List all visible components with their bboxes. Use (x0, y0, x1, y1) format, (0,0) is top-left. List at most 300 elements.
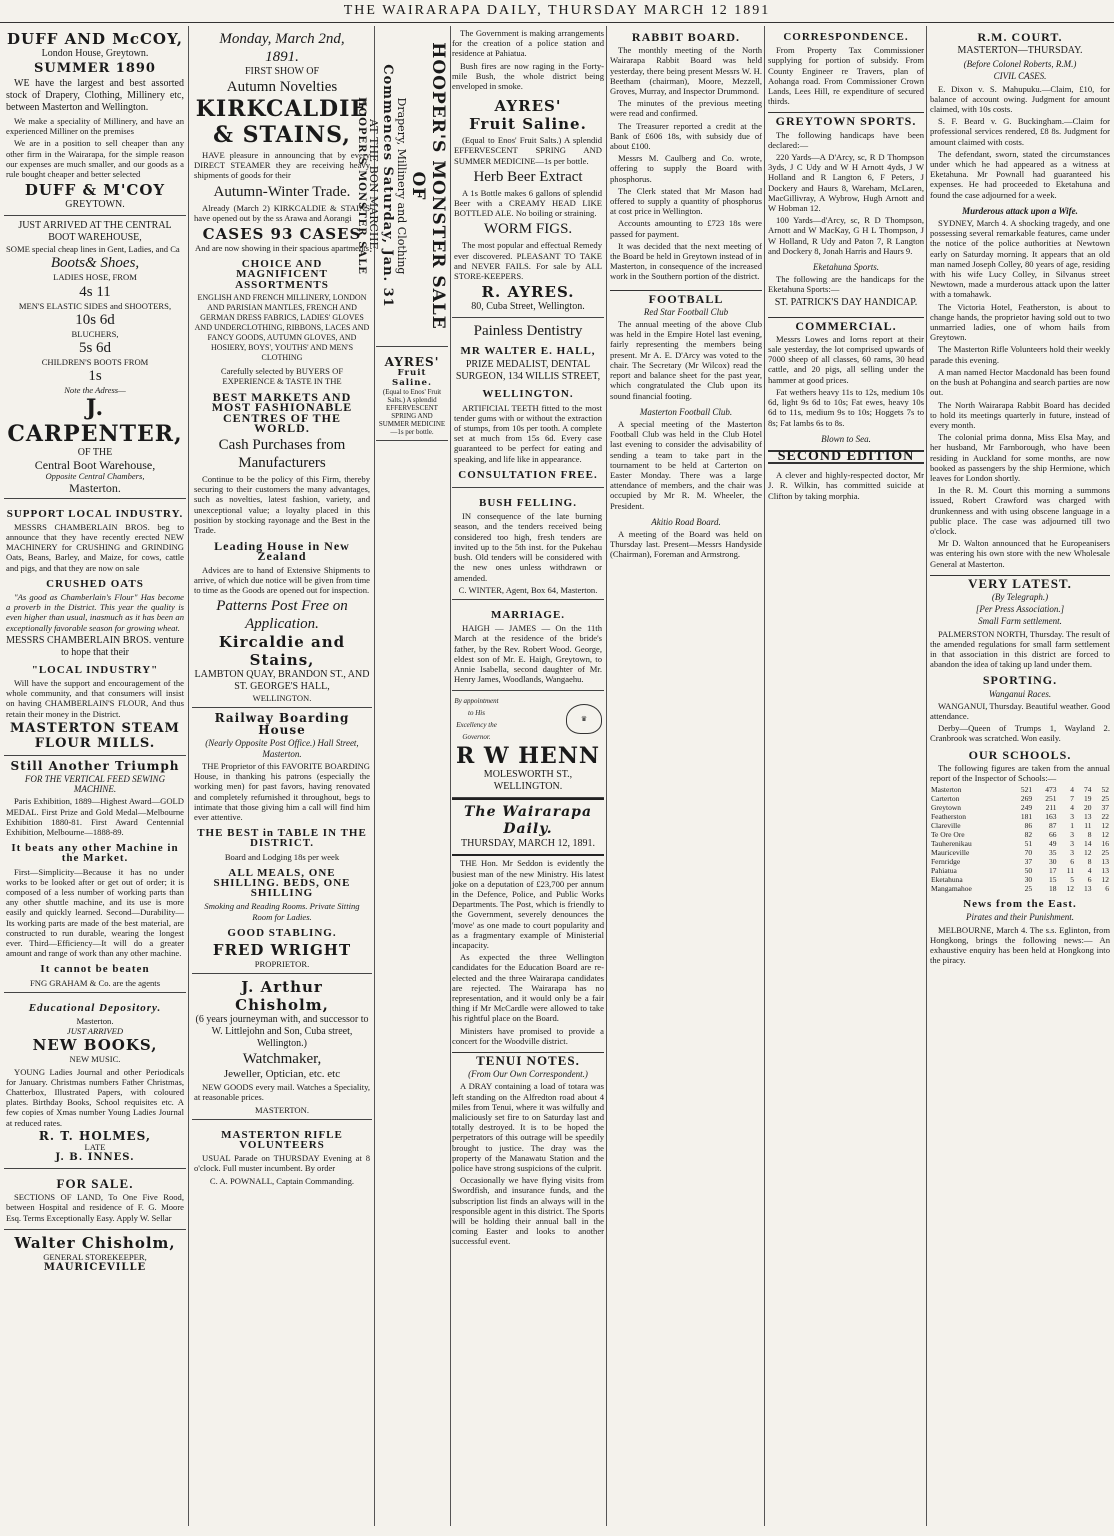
henn-appointment: By appointment to His Excellency the Governor. (454, 697, 499, 742)
column-rule (450, 26, 451, 1526)
walter-chisholm-ad (4, 1230, 186, 1278)
carpenter-opposite: Opposite Central Chambers, (45, 471, 145, 482)
jc-body-2: NEW GOODS every mail. Watches a Speciality, at reasonable prices. (194, 1082, 370, 1103)
table-cell: Mangamahoe (931, 884, 972, 894)
sewing-machine-ad (4, 756, 186, 993)
column-1 (4, 26, 186, 1526)
latest-item: Small Farm settlement. (978, 616, 1062, 627)
schools-heading: OUR SCHOOLS. (968, 747, 1072, 762)
ks-address: LAMBTON QUAY, BRANDON ST., AND ST. GEORGE'S HALL, (194, 669, 370, 693)
henn-address: MOLESWORTH ST., WELLINGTON. (483, 769, 573, 793)
table-cell: 25 (1101, 848, 1109, 858)
table-cell: 30 (1024, 875, 1033, 885)
boarding-house-ad (192, 708, 372, 974)
ks-town: WELLINGTON. (252, 693, 312, 704)
masthead (0, 0, 1114, 23)
carpenter-price: 1s (88, 368, 102, 385)
bush-sign: C. WINTER, Agent, Box 64, Masterton. (458, 584, 598, 595)
latest-body: PALMERSTON NORTH, Thursday. The result of the amended regulations for small farm settlement in that association in this district are forced to abandon the idea of taking up land under them. (930, 628, 1110, 670)
table-cell: 521 (1020, 785, 1033, 795)
table-cell: Featherston (931, 812, 966, 822)
dent-heading: Painless Dentistry (473, 323, 583, 340)
et-body: The following are the handicaps for the Eketahuna Sports:— (768, 274, 924, 295)
table-cell: 3 (1070, 830, 1075, 840)
edition-body: A clever and highly-respected doctor, Mr J. R. Wilkin, has committed suicide at Clifton by taking morphia. (768, 470, 924, 501)
table-cell: 37 (1101, 803, 1109, 813)
duff-mccoy-ad (4, 26, 186, 216)
ks-year: 1891. (265, 49, 299, 65)
akitio-body: A meeting of the Board was held on Thursday last. Present—Messrs Handyside (Chairman), Foreman and Armstrong. (610, 528, 762, 560)
rv-body: USUAL Parade on THURSDAY Evening at 8 o'clock. Full muster incumbent. By order (194, 1153, 370, 1174)
table-cell: 3 (1070, 812, 1075, 822)
rabbit-body-2: The minutes of the previous meeting were read and confirmed. (610, 98, 762, 119)
carpenter-ad (4, 216, 186, 498)
vol-body-7: Mr D. Walton announced that he Europeanisers was entering his own store with the new Wholesale General at Masterton. (930, 538, 1110, 569)
hooper-line-3: Commences Saturday, Jan. 31 (380, 64, 395, 308)
table-cell: 14 (1083, 839, 1092, 849)
edu-heading: Educational Depository. (28, 1001, 162, 1014)
rabbit-heading: RABBIT BOARD. (631, 30, 741, 44)
rv-heading: MASTERTON RIFLE VOLUNTEERS (221, 1128, 343, 1151)
dentistry-ad (452, 318, 604, 488)
table-cell: 4 (1087, 866, 1092, 876)
for-sale-ad (4, 1169, 186, 1230)
table-cell: 15 (1049, 875, 1057, 885)
gs-body-2: 220 Yards—A D'Arcy, sc, R D Thompson 3yds, J C Udy and W H Arnott 4yds, J W Holland and R Langton 6, F Peters, J Dockery and Haurs 8, Wareham, McLaren, MacGillivray, A Wybrow, Hugh Arnott and W Hobman 12. (768, 152, 924, 214)
table-cell: Te Ore Ore (931, 830, 965, 840)
table-row (930, 821, 1110, 830)
ks-body-4: Continue to be the policy of this Firm, thereby securing to their customers the many advantages, such as novelties, latest fashion, variety, and unexceptional value; a loyalty placed in this position by stocking rayonage and the Best in the Trade. (194, 474, 370, 536)
ks-body-3: And are now showing in their spacious apartments (195, 243, 369, 254)
hooper-line-5: HOOPER'S MONSTER SALE (356, 97, 367, 275)
leader-3: Ministers have promised to provide a concert for the Woodville district. (452, 1025, 604, 1046)
rm-heading: R.M. COURT. (977, 30, 1063, 44)
ks-cases: CASES 93 CASES (202, 225, 362, 244)
et-heading: Eketahuna Sports. (813, 262, 879, 273)
worm-body: The most popular and effectual Remedy ever discovered. PLEASANT TO TAKE and NEVER FAILS. For sale by ALL STORE-KEEPERS. (454, 240, 602, 282)
ayres-wide-heading: AYRES' (494, 97, 562, 116)
mill-heading: SUPPORT LOCAL INDUSTRY. (6, 507, 184, 520)
table-row (930, 803, 1110, 812)
royal-arms-icon: ♛ (566, 704, 602, 734)
table-row (930, 866, 1110, 875)
ks-cash: Cash Purchases from Manufacturers (218, 437, 346, 472)
table-cell: 50 (1024, 866, 1033, 876)
jc-body: (6 years journeyman with, and successor to W. Littlejohn and Son, Cuba street, Wellington.) (195, 1014, 369, 1050)
table-cell: Mauriceville (931, 848, 970, 858)
mill-body-2: Will have the support and encouragement of the whole community, and that consumers will insist on having CHAMBERLAIN'S FLOUR, And thus retain their money in the District. (6, 678, 184, 719)
rb-sub: (Nearly Opposite Post Office.) Hall Street, Masterton. (205, 738, 359, 759)
column-3-narrow (376, 352, 448, 1526)
carpenter-boots: Boots& Shoes, (50, 255, 140, 272)
table-cell: 12 (1083, 848, 1092, 858)
ks-patterns: Patterns Post Free on Application. (216, 598, 348, 633)
table-cell: Eketahuna (931, 875, 963, 885)
schools-body: The following figures are taken from the annual report of the Inspector of Schools:— (930, 762, 1110, 783)
edu-name: R. T. HOLMES, (38, 1128, 152, 1143)
rv-sign: C. A. POWNALL, Captain Commanding. (209, 1175, 355, 1186)
table-cell: 12 (1101, 875, 1109, 885)
commercial-prices: Fat wethers heavy 11s to 12s, medium 10s 6d, light 9s 6d to 10s; Fat ewes, heavy 10s 6d to 11s, medium 9s to 10s; Hoggets 7s to 8s; Fat lambs 6s to 8s. (768, 386, 924, 428)
blown-heading: Blown to Sea. (821, 433, 871, 444)
nameplate (452, 798, 604, 856)
nameplate-date: THURSDAY, MARCH 12, 1891. (461, 838, 595, 850)
table-cell: 251 (1045, 794, 1057, 804)
hooper-line-4: AT THE BON MARCHE. (367, 118, 380, 254)
worm-heading: WORM FIGS. (483, 221, 573, 238)
duff-title: DUFF AND McCOY, (7, 30, 183, 48)
table-cell: Clareville (931, 821, 961, 831)
duff-body: WE have the largest and best assorted stock of Drapery, Clothing, Millinery etc, between Masterton and Wellington. (6, 78, 184, 113)
ks-body-2: Already (March 2) KIRKCALDIE & STAINS have opened out by the ss Arawa and Aorangi (194, 202, 370, 223)
jc-trade-2: Jeweller, Optician, etc. etc (223, 1068, 341, 1081)
carpenter-price: 5s 6d (78, 340, 112, 357)
table-cell: 30 (1049, 857, 1057, 867)
edu-just: JUST ARRIVED (66, 1026, 124, 1037)
ayres-address: 80, Cuba Street, Wellington. (471, 301, 585, 313)
rabbit-body-7: It was decided that the next meeting of the Board be held in Greytown instead of in Masterton, in consequence of the increased work in the Southern portion of the district. (610, 240, 762, 282)
tenui-heading: TENUI NOTES. (452, 1052, 604, 1066)
mill-local: "LOCAL INDUSTRY" (31, 663, 159, 676)
table-cell: 86 (1024, 821, 1033, 831)
table-cell: 8 (1087, 857, 1092, 867)
table-cell: 20 (1083, 803, 1092, 813)
table-cell: 22 (1101, 812, 1109, 822)
tenui-body-2: Occasionally we have flying visits from Swordfish, and insurance funds, and the subscription list finds an always will in the responsible agent in this district. The Sports will be holding their annual ball in the coming Easter and looks to another successful event. (452, 1175, 604, 1247)
table-cell: 211 (1045, 803, 1057, 813)
football-heading: FOOTBALL (610, 290, 762, 304)
sale-heading: FOR SALE. (56, 1175, 134, 1191)
table-cell: 269 (1020, 794, 1033, 804)
arthur-chisholm-ad (192, 974, 372, 1120)
second-edition: SECOND EDITION (768, 450, 924, 464)
table-row (930, 875, 1110, 884)
table-cell: 25 (1024, 884, 1033, 894)
column-7 (930, 26, 1110, 1526)
carpenter-warehouse: Central Boot Warehouse, (34, 458, 156, 473)
rb-meals: ALL MEALS, ONE SHILLING. BEDS, ONE SHILLING (213, 866, 351, 900)
table-cell: 13 (1101, 857, 1109, 867)
rifle-volunteers-ad (192, 1120, 372, 1190)
mfc-body: A special meeting of the Masterton Football Club was held in the Club Hotel last evening to consider the advisability of sending a team to take part in the tournament to be held at Carterton on Easter Monday. There was a large attendance of members, and the chair was occupied by Mr R. M. Wheeler, the President. (610, 418, 762, 511)
table-cell: 3 (1070, 848, 1075, 858)
table-cell: 163 (1045, 812, 1057, 822)
table-cell: 18 (1049, 884, 1057, 894)
table-cell: 11 (1066, 866, 1075, 876)
table-cell: Pahiatua (931, 866, 957, 876)
sew-beats: It beats any other Machine in the Market. (11, 842, 179, 865)
table-row (930, 848, 1110, 857)
rabbit-body-3: The Treasurer reported a credit at the Bank of £606 18s, with subsidy due of about £100. (610, 120, 762, 152)
hooper-title: HOOPER'S MONSTER SALE OF (408, 42, 448, 330)
edu-town: Masterton. (76, 1015, 114, 1026)
rabbit-body-5: The Clerk stated that Mr Mason had offered to supply a quantity of phosphorus at cost price in Wellington. (610, 185, 762, 217)
vol-body-5: The colonial prima donna, Miss Elsa May, and her husband, Mr Farnborough, who have been residing in Auckland for some months, are now booked as passengers by the ship Hermione, which leaves for London shortly. (930, 432, 1110, 483)
et-handicap: ST. PATRICK'S DAY HANDICAP. (774, 296, 918, 308)
dent-consult: CONSULTATION FREE. (458, 468, 598, 481)
table-cell: 37 (1024, 857, 1033, 867)
dent-town: WELLINGTON. (482, 388, 574, 401)
table-row (930, 794, 1110, 803)
table-row (930, 884, 1110, 893)
column-rule (606, 26, 607, 1526)
duff-town: GREYTOWN. (65, 199, 125, 211)
table-cell: 12 (1101, 821, 1109, 831)
ayres-fruit: Fruit Saline. (391, 368, 432, 389)
sew-body: Paris Exhibition, 1889—Highest Award—GOLD MEDAL. First Prize and Gold Medal—Melbourne Exhibition 1880-81. First Award Centennial Exhibition, Melbourne—1888-89. (6, 796, 184, 837)
sew-beaten: It cannot be beaten (40, 963, 150, 976)
rb-name: FRED WRIGHT (212, 940, 352, 959)
table-cell: 6 (1105, 884, 1109, 894)
carpenter-town: Masterton. (69, 480, 121, 495)
chisholm-town: MAURICEVILLE (43, 1262, 147, 1273)
east-body: MELBOURNE, March 4. The s.s. Eglinton, from Hongkong, brings the following news:— An exhaustive enquiry has been held at Hongkong into the piracy. (930, 924, 1110, 966)
vol-body-6: In the R. M. Court this morning a summons issued, Robert Crawford was charged with drunkenness and with using obscene language in a public place. The case was adjourned till two o'clock. (930, 485, 1110, 536)
table-cell: 51 (1024, 839, 1033, 849)
rm-body-3: The defendant, sworn, stated the circumstances under which he had appeared as a witness at Eketahuna. Mr Pownall had guaranteed his expenses. He had proceeded to Eketahuna and found the case adjourned for a week. (930, 148, 1110, 200)
table-cell: 1 (1070, 821, 1075, 831)
ks-lead: Leading House in New Zealand (214, 539, 350, 564)
table-cell: 52 (1101, 785, 1109, 795)
table-cell: 12 (1101, 830, 1109, 840)
hooper-sale-ad (356, 26, 448, 347)
table-cell: 49 (1049, 839, 1057, 849)
carpenter-name: J. CARPENTER, (7, 395, 183, 448)
table-row (930, 839, 1110, 848)
table-cell: 7 (1070, 794, 1075, 804)
dent-sub: PRIZE MEDALIST, DENTAL SURGEON, 134 WILLIS STREET, (455, 359, 601, 383)
rabbit-body-6: Accounts amounting to £723 18s were passed for payment. (610, 218, 762, 239)
leader-2: As expected the three Wellington candidates for the Education Board are re-elected and the three Wairarapa candidates are rejected. The Wairarapa has no representation, and it would only be a fair thing if Mr McCardle were allowed to take his rightful place on the Board. (452, 952, 604, 1024)
edu-innes: J. B. INNES. (55, 1151, 135, 1163)
marriage-body: HAIGH — JAMES — On the 11th March at the residence of the bride's father, by the Rev. Robert Wood. George, eldest son of Mr. E. Haigh, Greytown, to Annie Isabella, second daughter of Mr. Henry James, Woodlands, Wangaehu. (454, 623, 602, 685)
sporting-heading: SPORTING. (982, 673, 1058, 688)
news-intro-2: Bush fires are now raging in the Forty-mile Bush, the whole district being enveloped in smoke. (452, 60, 604, 92)
news-intro: The Government is making arrangements for the creation of a police station and residence at Pahiatua. (452, 28, 604, 59)
ks-body-5: Advices are to hand of Extensive Shipments to arrive, of which due notice will be given from time to time as the Goods are opened out for inspection. (194, 564, 370, 596)
schools-table (930, 785, 1110, 893)
carpenter-price: 4s 11 (79, 283, 111, 300)
sew-body-2: First—Simplicity—Because it has no under works to be looked after or get out of order; it is composed of a less number of working parts than any other shuttle machine, and its use is more easily and quickly learned. Second—Durability—Its working parts are made of the best material, are constructed to run durable, wearing the longest ever. Third—Efficiency—It will do a greater amount and range of work than any other machine. (6, 866, 184, 959)
dent-body: ARTIFICIAL TEETH fitted to the most tender gums with or without the extraction of stumps, from 10s per tooth. A complete set at much from 15s 6d. Every case guaranteed to be perfect for eating and speaking, and life like in appearance. (454, 402, 602, 464)
table-cell: 249 (1020, 803, 1033, 813)
leader-1: THE Hon. Mr Seddon is evidently the busiest man of the new Ministry. His latest joke on a deputation of £23,700 per annum in the Defence, Police, and Public Works Departments. The Post, which is friendly to the Government, severely denounces the 'move' as one made to court popularity and as a fragmentary example of Ministerial incapacity. (452, 858, 604, 950)
masthead-title: THE WAIRARAPA DAILY, THURSDAY MARCH 12 1891 (343, 3, 771, 18)
rm-civil: CIVIL CASES. (993, 71, 1047, 82)
duff-season: SUMMER 1890 (34, 61, 156, 76)
table-cell: 82 (1024, 830, 1033, 840)
ks-date: Monday, March 2nd, (219, 31, 345, 47)
sew-sub: FOR THE VERTICAL FEED SEWING MACHINE. (24, 773, 166, 795)
ks-list: ENGLISH AND FRENCH MILLINERY, LONDON AND PARISIAN MANTLES, FRENCH AND GERMAN DRESS FABRICS, LADIES' GLOVES AND UNDERCLOTHING, RIBBONS, LACES AND FANCY GOODS, AUTUMN GLOVES, AND HOSIERY, BOYS', YOUTHS' AND MEN'S CLOTHING (194, 292, 370, 362)
rabbit-body: The monthly meeting of the North Wairarapa Rabbit Board was held yesterday, there being present Messrs W. H. Beetham (chairman), Moore, Mezzell, Groves, Murray, and Inspector Drummond. (610, 45, 762, 97)
edu-music: NEW MUSIC. (69, 1054, 121, 1065)
ayres-wide-fruit: Fruit Saline. (469, 115, 587, 134)
sporting-body-2: Derby—Queen of Trumps 1, Wayland 2. Cranbrook was scratched. Won easily. (930, 723, 1110, 744)
edu-books: NEW BOOKS, (32, 1036, 158, 1055)
table-cell: 473 (1045, 785, 1057, 795)
rb-table: THE BEST in TABLE IN THE DISTRICT. (197, 827, 367, 850)
mfc-heading: Masterton Football Club. (639, 406, 733, 417)
vol-body-4: The North Wairarapa Rabbit Board has decided to hold its meetings quarterly in future, instead of every month. (930, 399, 1110, 430)
edu-body: YOUNG Ladies Journal and other Periodicals for January. Christmas numbers Father Christmas, Chatterbox, Illustrated Papers, with coloured plates. Birthday Books, School requisites etc. A few copies of Xmas number Young Ladies Journal at reduced rates. (6, 1066, 184, 1128)
carpenter-line: SOME special cheap lines in Gent, Ladies, and Ca (6, 244, 180, 255)
latest-sub: (By Telegraph.) (991, 591, 1049, 602)
table-row (930, 812, 1110, 821)
duff-sub: London House, Greytown. (41, 48, 149, 59)
table-cell: 5 (1070, 875, 1075, 885)
table-row (930, 785, 1110, 794)
mill-quote: "As good as Chamberlain's Flour" Has become a proverb in the District. This year the quality is even higher than usual, inasmuch as it has been an exceptionally favorable season for growing wheat. (6, 592, 184, 633)
dent-name: MR WALTER E. HALL, (460, 345, 596, 358)
sew-agent: FNG GRAHAM & Co. are the agents (29, 977, 161, 988)
rb-stabling: GOOD STABLING. (227, 926, 337, 939)
corr-heading: CORRESPONDENCE. (783, 31, 909, 43)
sporting-body: WANGANUI, Thursday. Beautiful weather. Good attendance. (930, 700, 1110, 721)
carpenter-intro: JUST ARRIVED AT THE CENTRAL BOOT WAREHOUSE, (18, 220, 172, 244)
table-cell: 181 (1020, 812, 1033, 822)
duff-body-2: We make a speciality of Millinery, and have an experienced Milliner on the premises (6, 116, 184, 137)
commercial-body: Messrs Lowes and Iorns report at their sale yesterday, the lot comprised upwards of 7000 sheep of all classes, 60 rams, 30 head cattle, and 20 pigs, all selling under the hammer at good prices. (768, 333, 924, 385)
gs-body-3: 100 Yards—d'Arcy, sc, R D Thompson, Arnott and W MacKay, G H L Thompson, J W Holland, R Udy and Paton 7, R Langton and Dockery 8, Jonah Harris and Haurs 9. (768, 215, 924, 256)
murder-body: SYDNEY, March 4. A shocking tragedy, and one possessing several remarkable features, came under the notice of the police authorities at Newtown early on Saturday morning. It appears that an old man named Joseph Colley, 80 years of age, residing with his wife Lucy Colley, in Silvanus street Newtown, made a murderous attack upon the latter with a tomahawk. (930, 218, 1110, 300)
carpenter-item: BLUCHERS, (71, 328, 119, 339)
latest-heading: VERY LATEST. (930, 575, 1110, 589)
commercial-heading: COMMERCIAL. (768, 317, 924, 331)
column-6 (768, 26, 924, 1526)
marriage-heading: MARRIAGE. (490, 608, 566, 621)
ayres-wide-body: (Equal to Enos' Fruit Salts.) A splendid EFFERVESCENT SPRING AND SUMMER MEDICINE—1s per bottle. (454, 135, 602, 166)
henn-ad (452, 691, 604, 798)
carpenter-price: 10s 6d (75, 311, 115, 328)
table-cell: 12 (1066, 884, 1075, 894)
vol-body-2: The Masterton Rifle Volunteers hold their weekly parade this evening. (930, 344, 1110, 365)
table-cell: 13 (1083, 884, 1092, 894)
ks-choice: CHOICE AND MAGNIFICENT ASSORTMENTS (235, 258, 329, 291)
mill-name: MASTERTON STEAM FLOUR MILLS. (10, 720, 180, 751)
ayres-heading: AYRES' (384, 355, 440, 369)
gs-body: The following handicaps have been declared:— (768, 129, 924, 150)
table-cell: 16 (1101, 839, 1109, 849)
carpenter-note: Note the Adress— (64, 385, 126, 396)
east-sub: Pirates and their Punishment. (966, 912, 1074, 923)
ks-autumn: Autumn Novelties (226, 79, 338, 95)
gs-heading: GREYTOWN SPORTS. (768, 112, 924, 126)
chisholm-trade: GENERAL STOREKEEPER, (43, 1251, 147, 1262)
murder-heading: Murderous attack upon a Wife. (962, 205, 1078, 216)
rm-before: (Before Colonel Roberts, R.M.) (963, 59, 1077, 70)
column-2 (192, 26, 372, 1526)
table-cell: 4 (1070, 803, 1075, 813)
table-cell: 25 (1101, 794, 1109, 804)
ks-select: Carefully selected by BUYERS OF EXPERIENCE & TASTE IN THE (220, 365, 344, 387)
football-sub: Red Star Football Club (643, 306, 729, 317)
jc-name: J. Arthur Chisholm, (235, 978, 329, 1015)
table-cell: 3 (1070, 839, 1075, 849)
rm-body-2: S. F. Beard v. G. Buckingham.—Claim for professional services rendered, £8 8s. Judgment for amount claimed with costs. (930, 116, 1110, 147)
column-5 (610, 26, 762, 1526)
edu-late: LATE (84, 1141, 106, 1152)
hooper-line-2: Drapery, Millinery and Clothing (395, 97, 408, 275)
table-cell: 87 (1049, 821, 1057, 831)
tenui-body: A DRAY containing a load of totara was left standing on the Alfredton road about 4 miles from Tenui, where it was wilfully and maliciously set fire to on Saturday last and totally destroyed. It is to be hoped the perpetrators of this outrage will be speedily brought to justice. The dray was the property of the Manawatu Station and the police have strong suspicions of the culprit. (452, 1081, 604, 1174)
table-cell: Greytown (931, 803, 961, 813)
mill-crushed: CRUSHED OATS (46, 577, 144, 590)
carpenter-item: LADIES HOSE, FROM (53, 272, 137, 283)
bush-body: IN consequence of the late burning season, and the tenders received being considered too high, fresh tenders are invited up to the 5th inst. for the Pukehau bush. Old tenders will be considered with the new ones unless withdrawn or amended. (454, 511, 602, 583)
ayres-ad (376, 352, 448, 441)
sale-body: SECTIONS OF LAND, To One Five Rood, between Hospital and residence of F. G. Moore Esq. Terms Exceptionally Easy. Apply W. Sellar (6, 1192, 184, 1223)
table-cell: 6 (1070, 857, 1075, 867)
rb-board: Board and Lodging 18s per week (224, 851, 340, 862)
ayres-name: R. AYRES. (481, 283, 575, 302)
carpenter-item: CHILDREN'S BOOTS FROM (41, 357, 149, 368)
table-row (930, 830, 1110, 839)
educational-depository-ad (4, 993, 186, 1169)
akitio-heading: Akitio Road Board. (651, 516, 721, 527)
jc-town: MASTERTON. (255, 1104, 309, 1115)
table-cell: 35 (1049, 848, 1057, 858)
table-cell: Masterton (931, 785, 962, 795)
table-cell: Fernridge (931, 857, 961, 867)
flour-mill-ad (4, 499, 186, 756)
mill-body: MESSRS CHAMBERLAIN BROS. beg to announce that they have recently erected NEW MACHINERY for CRUSHING and GRINDING Oats, Beans, Barley, and Maize, for cows, cattle and pigs, and that they are now on sale (6, 521, 184, 573)
table-cell: 70 (1024, 848, 1033, 858)
ks-body: HAVE pleasure in announcing that by every DIRECT STEAMER they are receiving heavy shipments of goods for their (194, 150, 370, 181)
chisholm-name: Walter Chisholm, (14, 1233, 176, 1252)
table-row (930, 857, 1110, 866)
vol-body-3: A man named Hector Macdonald has been found on the bush at Pohangina and search parties are now out. (930, 366, 1110, 398)
table-cell: Carterton (931, 794, 960, 804)
table-cell: 13 (1083, 812, 1092, 822)
tenui-sub: (From Our Own Correspondent.) (468, 1069, 588, 1080)
column-rule (764, 26, 765, 1526)
sporting-sub: Wanganui Races. (988, 688, 1052, 699)
rabbit-body-4: Messrs M. Caulberg and Co. wrote, offering to supply the Board with phosphorus. (610, 153, 762, 184)
jc-trade: Watchmaker, (242, 1051, 322, 1068)
carpenter-of: OF THE (77, 447, 113, 459)
rb-proprietor: PROPRIETOR. (254, 958, 310, 969)
kirkcaldie-ad (192, 26, 372, 708)
table-cell: 66 (1049, 830, 1057, 840)
table-cell: 6 (1087, 875, 1092, 885)
bush-felling-ad (452, 488, 604, 600)
ks-name: KIRKCALDIE & STAINS, (195, 96, 369, 148)
table-cell: Tauherenikau (931, 839, 972, 849)
herb-heading: Herb Beer Extract (473, 168, 583, 185)
rm-sub: MASTERTON—THURSDAY. (957, 45, 1083, 57)
henn-name: R W HENN (455, 743, 601, 770)
mill-messrs: MESSRS CHAMBERLAIN BROS. venture to hope that their (6, 634, 184, 658)
bush-heading: BUSH FELLING. (479, 497, 577, 510)
table-cell: 13 (1101, 866, 1109, 876)
rm-body: E. Dixon v. S. Mahupuku.—Claim, £10, for balance of account owing. Judgment for amount claimed, with 10s costs. (930, 83, 1110, 115)
table-cell: 11 (1084, 821, 1092, 831)
sew-heading: Still Another Triumph (10, 758, 180, 773)
marriage-notice (452, 600, 604, 691)
table-cell: 4 (1070, 785, 1075, 795)
rb-heading: Railway Boarding House (214, 711, 350, 738)
ks-name-2: Kircaldie and Stains, (218, 633, 346, 670)
vol-body: The Victoria Hotel, Featherston, is about to change hands, the proprietor having sold out to two unmarried ladies, one of whom hails from Greytown. (930, 301, 1110, 343)
table-cell: 74 (1083, 785, 1092, 795)
column-4 (452, 26, 604, 1526)
carpenter-item: MEN'S ELASTIC SIDES and SHOOTERS, (18, 300, 172, 311)
ks-trade: Autumn-Winter Trade. (213, 183, 351, 200)
table-cell: 8 (1087, 830, 1092, 840)
ks-first-show: FIRST SHOW OF (244, 66, 320, 77)
table-cell: 19 (1083, 794, 1092, 804)
